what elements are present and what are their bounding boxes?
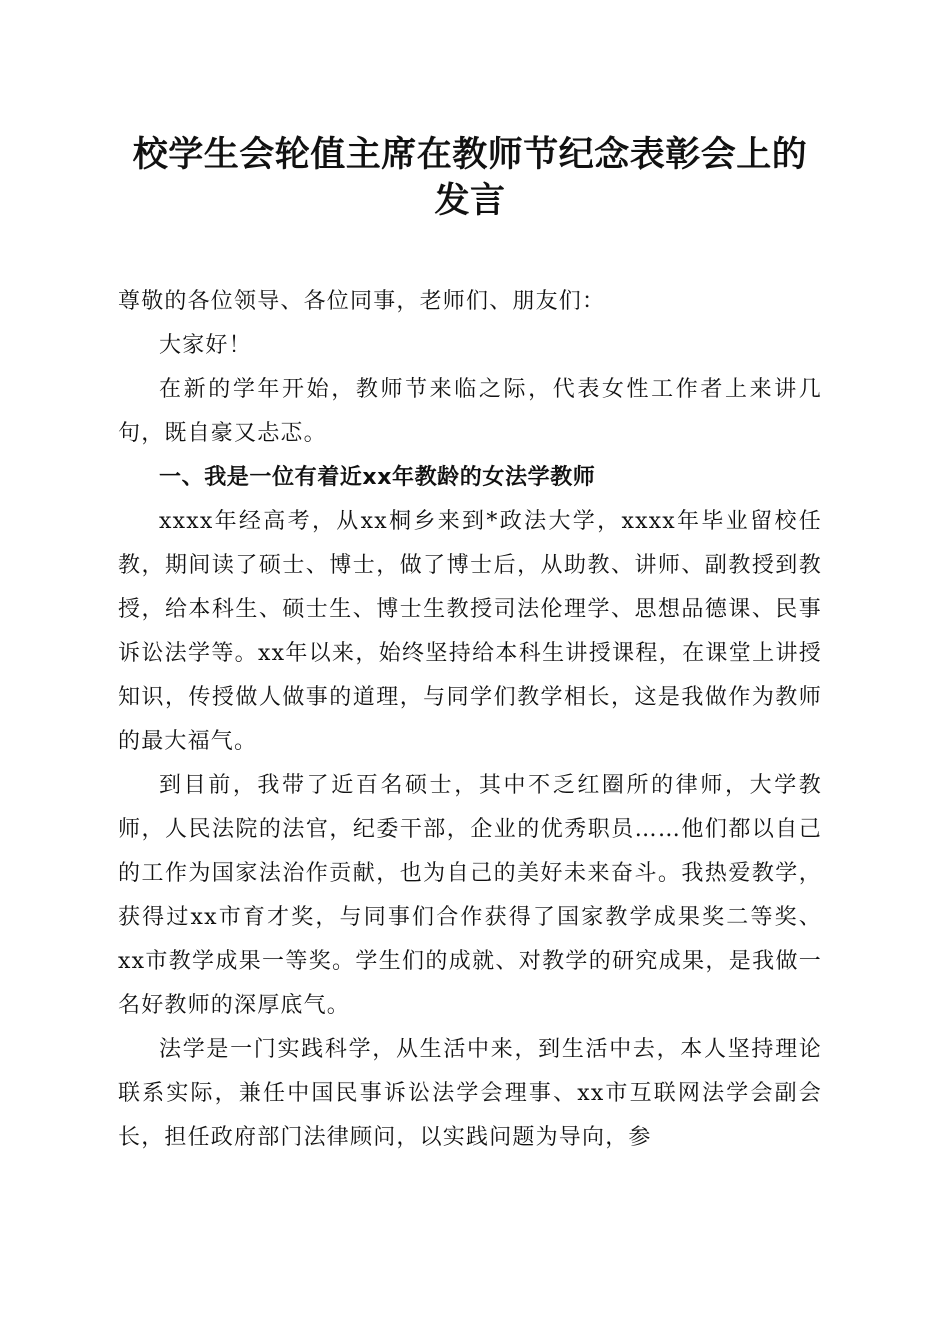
document-body	[118, 280, 822, 1160]
body-paragraph-1: xxxx年经高考，从xx桐乡来到*政法大学，xxxx年毕业留校任教，期间读了硕士、博士，做了博士后，从助教、讲师、副教授到教授，给本科生、硕士生、博士生教授司法伦理学、思想品德课、民事诉讼法学等。xx年以来，始终坚持给本科生讲授课程，在课堂上讲授知识，传授做人做事的道理，与同学们教学相长，这是我做作为教师的最大福气。	[118, 509, 822, 754]
intro-paragraph: 在新的学年开始，教师节来临之际，代表女性工作者上来讲几句，既自豪又忐忑。	[118, 377, 822, 446]
document-title: 校学生会轮值主席在教师节纪念表彰会上的发言	[132, 134, 808, 221]
salutation: 尊敬的各位领导、各位同事，老师们、朋友们：	[118, 289, 606, 314]
body-paragraph-3: 法学是一门实践科学，从生活中来，到生活中去，本人坚持理论联系实际，兼任中国民事诉讼法学会理事、xx市互联网法学会副会长，担任政府部门法律顾问，以实践问题为导向，参	[118, 1037, 822, 1150]
greeting: 大家好！	[159, 333, 252, 358]
section-heading: 一、我是一位有着近xx年教龄的女法学教师	[159, 465, 596, 490]
body-paragraph-2: 到目前，我带了近百名硕士，其中不乏红圈所的律师，大学教师，人民法院的法官，纪委干部，企业的优秀职员……他们都以自己的工作为国家法治作贡献，也为自己的美好未来奋斗。我热爱教学，获得过xx市育才奖，与同事们合作获得了国家教学成果奖二等奖、xx市教学成果一等奖。学生们的成就、对教学的研究成果，是我做一名好教师的深厚底气。	[118, 773, 822, 1018]
